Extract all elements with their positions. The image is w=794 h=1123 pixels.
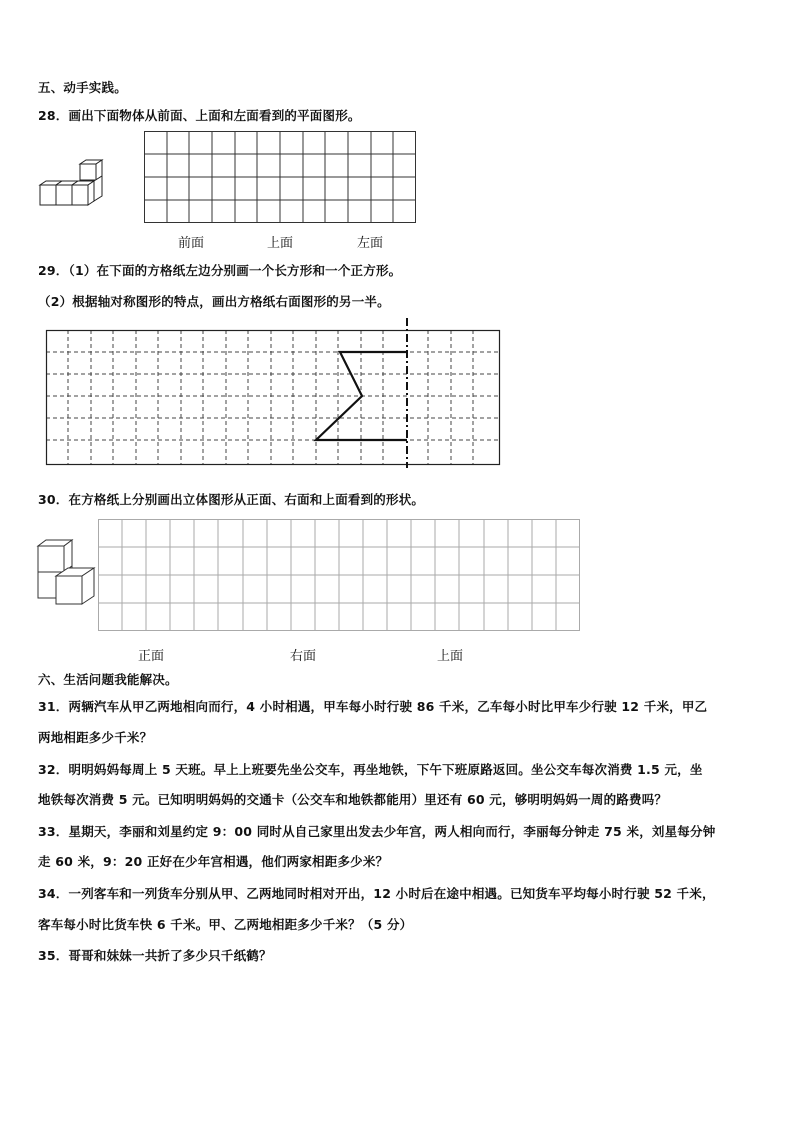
q30-caption-front: 正面 xyxy=(138,649,165,664)
question-31-line1: 31．两辆汽车从甲乙两地相向而行，4 小时相遇，甲车每小时行驶 86 千米，乙车每小时比甲车少行驶 12 千米，甲乙 xyxy=(38,699,708,714)
question-35-text: 35．哥哥和妹妹一共折了多少只千纸鹤？ xyxy=(38,948,272,963)
q28-caption-left: 左面 xyxy=(357,236,384,251)
question-34-line2: 客车每小时比货车快 6 千米。甲、乙两地相距多少千米？（5 分） xyxy=(38,917,413,932)
question-28-text: 28．画出下面物体从前面、上面和左面看到的平面图形。 xyxy=(38,108,361,123)
question-33-line1: 33．星期天，李丽和刘星约定 9：00 同时从自己家里出发去少年宫，两人相向而行，李丽每分钟走 75 米，刘星每分钟 xyxy=(38,824,716,839)
q28-grid xyxy=(144,131,416,223)
question-29-line1: 29．（1）在下面的方格纸左边分别画一个长方形和一个正方形。 xyxy=(38,263,402,278)
section-heading-6: 六、生活问题我能解决。 xyxy=(38,672,178,687)
q29-symmetry-grid xyxy=(46,318,500,468)
q28-cube-figure xyxy=(40,160,104,208)
question-32-line2: 地铁每次消费 5 元。已知明明妈妈的交通卡（公交车和地铁都能用）里还有 60 元，够明明妈妈一周的路费吗？ xyxy=(38,792,668,807)
question-33-line2: 走 60 米，9：20 正好在少年宫相遇，他们两家相距多少米？ xyxy=(38,854,389,869)
question-30-text: 30．在方格纸上分别画出立体图形从正面、右面和上面看到的形状。 xyxy=(38,492,425,507)
question-32-line1: 32．明明妈妈每周上 5 天班。早上上班要先坐公交车，再坐地铁，下午下班原路返回。坐公交车每次消费 1.5 元，坐 xyxy=(38,762,703,777)
section-heading-5: 五、动手实践。 xyxy=(38,80,127,95)
q28-caption-top: 上面 xyxy=(267,236,294,251)
question-31-line2: 两地相距多少千米？ xyxy=(38,730,153,745)
q30-caption-right: 右面 xyxy=(290,649,317,664)
question-34-line1: 34．一列客车和一列货车分别从甲、乙两地同时相对开出，12 小时后在途中相遇。已知货车平均每小时行驶 52 千米， xyxy=(38,886,715,901)
q30-cube-figure xyxy=(36,538,100,610)
q28-caption-front: 前面 xyxy=(178,236,205,251)
q30-caption-top: 上面 xyxy=(437,649,464,664)
q30-grid xyxy=(98,519,580,631)
question-29-line2: （2）根据轴对称图形的特点，画出方格纸右面图形的另一半。 xyxy=(38,294,390,309)
